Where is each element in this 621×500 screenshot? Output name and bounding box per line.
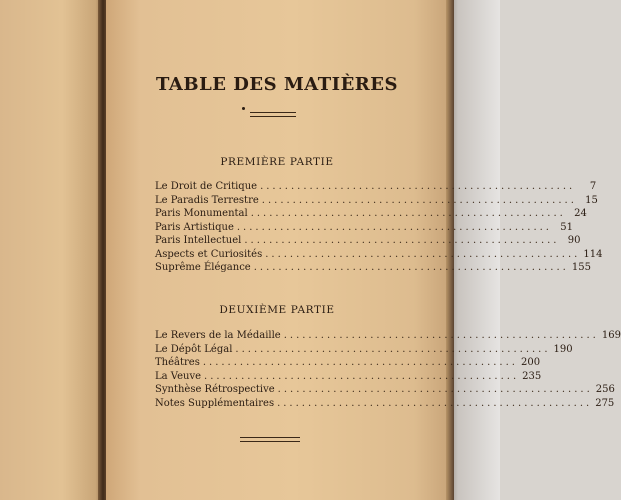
toc-page: [106, 0, 621, 500]
toc-entry-page: 200: [520, 357, 541, 368]
dot-leader: ...................................................: [261, 194, 577, 206]
toc-entry-page: 15: [585, 194, 598, 206]
dot-leader: ...................................................: [265, 248, 581, 260]
toc-entry-page: 51: [560, 221, 573, 233]
toc-entry-page: 7: [589, 181, 597, 192]
toc-entry: [155, 383, 615, 397]
toc-entry-page: 24: [574, 208, 587, 219]
toc-entry-page: 114: [583, 248, 603, 260]
toc-entry: [155, 221, 573, 235]
ornament-dot: [242, 107, 245, 110]
toc-entry-title: Notes Supplémentaires: [155, 397, 275, 409]
dot-leader: ...................................................: [235, 343, 551, 355]
toc-entry-title: Synthèse Rétrospective: [155, 384, 275, 395]
dot-leader: ...................................................: [277, 397, 593, 409]
toc-entry: [155, 343, 573, 357]
toc-entry-title: Aspects et Curiosités: [155, 248, 263, 260]
dot-leader: ...................................................: [283, 330, 599, 341]
toc-list-first-part: [155, 180, 603, 275]
toc-entry-title: Paris Intellectuel: [155, 235, 242, 246]
dot-leader: ...................................................: [236, 221, 552, 233]
toc-entry: [155, 329, 621, 343]
part-heading-second: DEUXIÈME PARTIE: [219, 304, 335, 316]
toc-entry-title: Paris Artistique: [155, 221, 234, 233]
toc-entry-page: 155: [571, 262, 591, 273]
dot-leader: ...................................................: [260, 181, 576, 192]
toc-entry: [155, 194, 598, 208]
dot-leader: ...................................................: [204, 370, 520, 382]
page-title: TABLE DES MATIÈRES: [156, 74, 398, 95]
toc-entry: [155, 207, 587, 221]
toc-entry: [155, 261, 591, 275]
dot-leader: ...................................................: [202, 357, 518, 368]
toc-entry-title: Le Revers de la Médaille: [155, 330, 281, 341]
footer-ornament: [240, 437, 300, 442]
toc-entry-page: 190: [553, 343, 573, 355]
toc-entry-title: Suprême Élégance: [155, 262, 251, 273]
toc-entry-page: 275: [595, 397, 615, 409]
toc-entry-page: 256: [595, 384, 615, 395]
toc-entry: [155, 397, 615, 411]
toc-entry-title: Théâtres: [155, 357, 200, 368]
toc-entry-title: Le Paradis Terrestre: [155, 194, 259, 206]
toc-entry: [155, 180, 597, 194]
toc-entry-title: Le Droit de Critique: [155, 181, 258, 192]
part-heading-first: PREMIÈRE PARTIE: [220, 156, 334, 168]
toc-entry-page: 169: [601, 330, 621, 341]
dot-leader: ...................................................: [244, 235, 560, 246]
toc-entry: [155, 248, 603, 262]
toc-entry: [155, 370, 542, 384]
dot-leader: ...................................................: [277, 384, 593, 395]
toc-entry-page: 235: [522, 370, 542, 382]
toc-entry-title: Paris Monumental: [155, 208, 248, 219]
left-page: [0, 0, 104, 500]
toc-entry-title: Le Dépôt Légal: [155, 343, 233, 355]
toc-entry: [155, 356, 541, 370]
toc-list-second-part: [155, 329, 621, 410]
dot-leader: ...................................................: [253, 262, 569, 273]
toc-entry-page: 90: [567, 235, 581, 246]
dot-leader: ...................................................: [250, 208, 566, 219]
toc-entry-title: La Veuve: [155, 370, 202, 382]
title-ornament: [250, 112, 296, 117]
toc-entry: [155, 234, 581, 248]
